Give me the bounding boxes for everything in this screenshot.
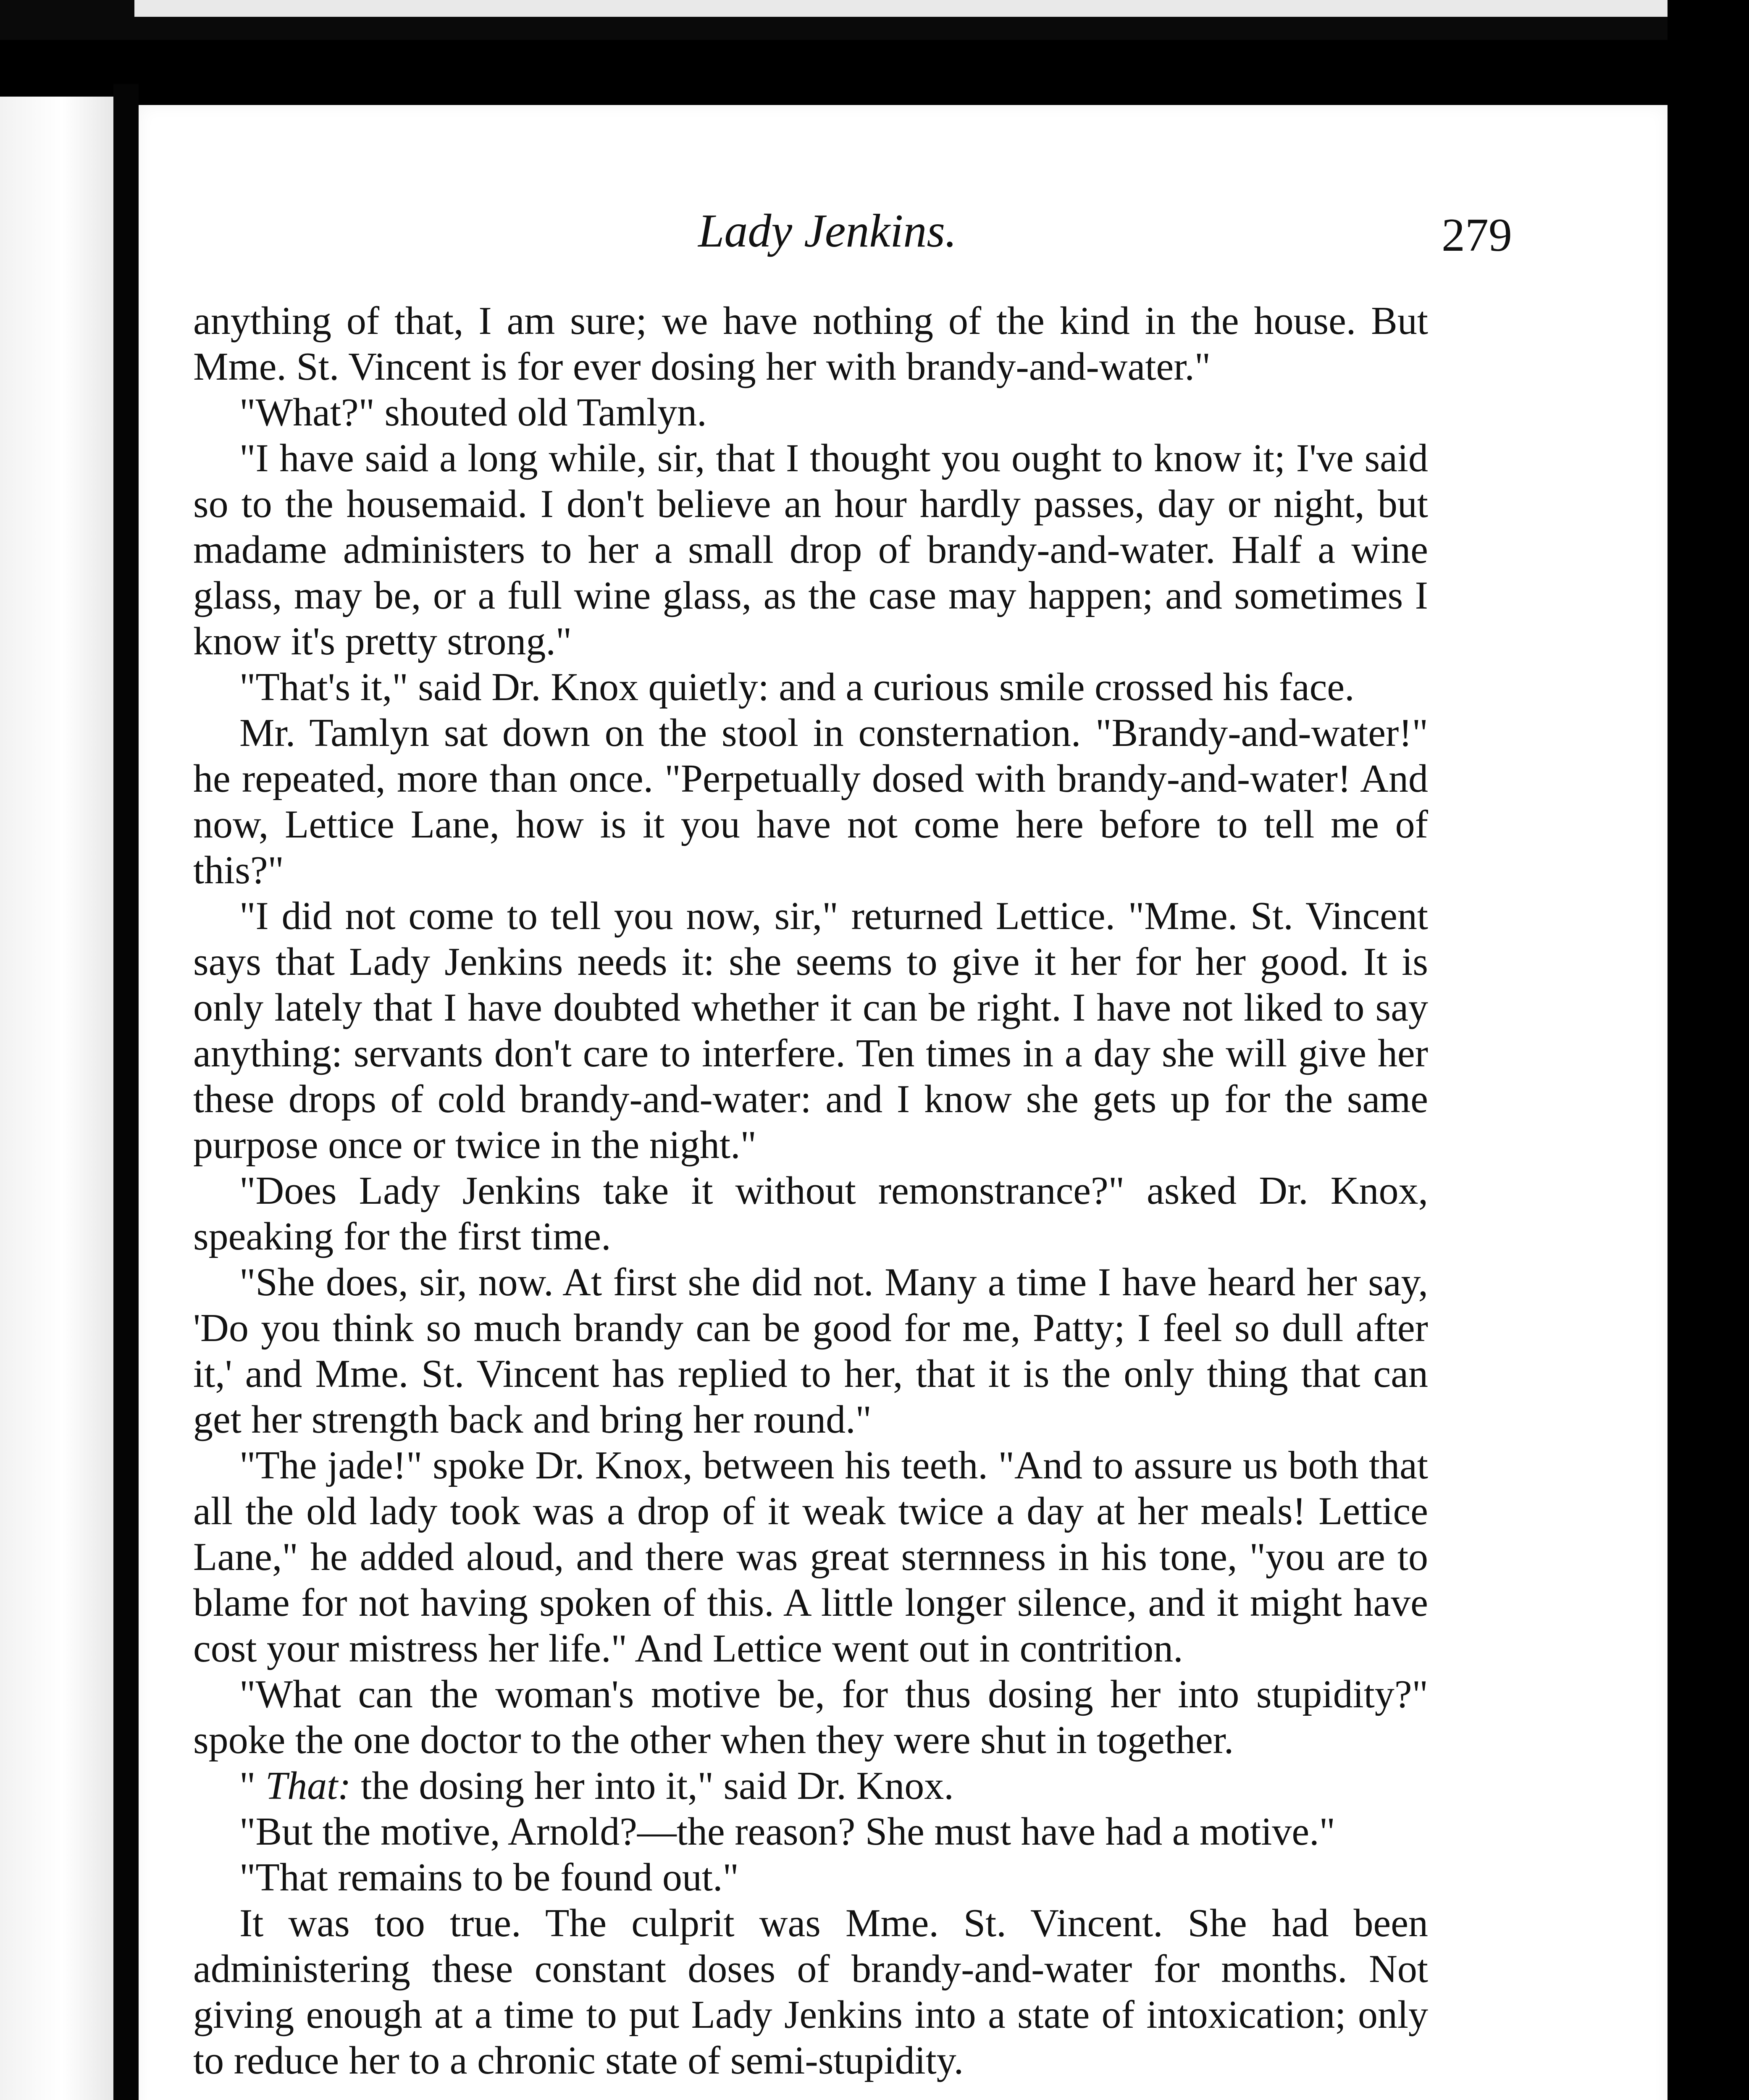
that-rest: the dosing her into it," said Dr. Knox. <box>351 1764 954 1808</box>
body-text <box>193 298 1428 2084</box>
running-head-title: Lady Jenkins. <box>698 205 957 257</box>
page-number: 279 <box>1442 209 1512 261</box>
paragraph: anything of that, I am sure; we have nothing of the kind in the house. But Mme. St. Vincent is for ever dosing her with brandy-and-water." <box>193 299 1428 388</box>
paragraph: "She does, sir, now. At first she did not. Many a time I have heard her say, 'Do you think so much brandy can be good for me, Patty; I feel so dull after it,' and Mme. St. Vincent has replied to her, that it is the only thing that can get her strength back and bring her round." <box>193 1260 1428 1441</box>
scan-top-paper-edge <box>134 0 1722 17</box>
scan-right-border <box>1668 0 1749 2100</box>
paragraph: "I have said a long while, sir, that I thought you ought to know it; I've said so to the housemaid. I don't believe an hour hardly passes, day or night, but madame administers to her a small drop of brandy-and-water. Half a wine glass, may be, or a full wine glass, as the case may happen; and sometimes I know it's pretty strong." <box>193 436 1428 663</box>
paragraph-that <box>193 1763 1428 1809</box>
that-italic: That: <box>265 1764 351 1808</box>
paragraph: "That's it," said Dr. Knox quietly: and a curious smile crossed his face. <box>239 665 1355 709</box>
paragraph: "The jade!" spoke Dr. Knox, between his teeth. "And to assure us both that all the old lady took was a drop of it weak twice a day at her meals! Lettice Lane," he added aloud, and there was great sternness in his tone, "you are to blame for not having spoken of this. A little longer silence, and it might have cost your mistress her life." And Lettice went out in contrition. <box>193 1444 1428 1670</box>
paragraph: "But the motive, Arnold?—the reason? She must have had a motive." <box>239 1810 1335 1853</box>
facing-page-edge <box>0 97 113 2100</box>
that-open-quote: " <box>239 1764 265 1808</box>
paragraph: "Does Lady Jenkins take it without remonstrance?" asked Dr. Knox, speaking for the first time. <box>193 1169 1428 1258</box>
paragraph: "What?" shouted old Tamlyn. <box>239 391 707 434</box>
gutter-shadow <box>113 84 139 2100</box>
paragraph: "I did not come to tell you now, sir," returned Lettice. "Mme. St. Vincent says that Lady Jenkins needs it: she seems to give it her for her good. It is only lately that I have doubted whether it can be right. I have not liked to say anything: servants don't care to interfere. Ten times in a day she will give her these drops of cold brandy-and-water: and I know she gets up for the same purpose once or twice in the night." <box>193 894 1428 1167</box>
paragraph: "What can the woman's motive be, for thus dosing her into stupidity?" spoke the one doctor to the other when they were shut in together. <box>193 1672 1428 1762</box>
paragraph: It was too true. The culprit was Mme. St. Vincent. She had been administering these constant doses of brandy-and-water for months. Not giving enough at a time to put Lady Jenkins into a state of intoxication; only to reduce her to a chronic state of semi-stupidity. <box>193 1901 1428 2082</box>
paragraph: "That remains to be found out." <box>239 1856 739 1899</box>
paragraph: Mr. Tamlyn sat down on the stool in consternation. "Brandy-and-water!" he repeated, more than once. "Perpetually dosed with brandy-and-water! And now, Lettice Lane, how is it you have not come here before to tell me of this?" <box>193 711 1428 892</box>
